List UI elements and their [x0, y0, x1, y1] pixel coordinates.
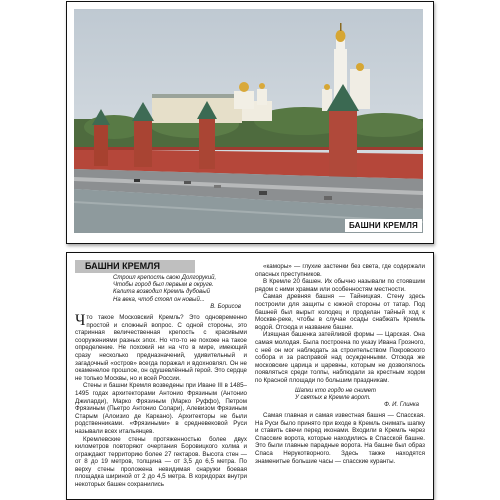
- kremlin-towers-photo: [74, 9, 423, 233]
- drop-cap: Ч: [75, 312, 86, 330]
- text-card: [66, 252, 434, 500]
- epigraph-line: На века, чтоб стоял он новый...: [113, 296, 205, 303]
- epigraph-line: Чтобы город был первым в округе.: [113, 282, 214, 289]
- paragraph: Самая главная и самая известная башня — Спасская. На Руси было принято при входе в Кремль снимать шапку и ставить свечи перед иконами. Входили в Кремль через Спасские ворота, которые находились в Спасской башне. Это были главные парадные ворота. На башне был образ Спаса Нерукотворного. Здесь также находятся знаменитые большие часы — спасские куранты.: [255, 412, 425, 465]
- paragraph: Кремлевские стены протяженностью более двух километров повторяют очертания Боровицкого холма и ограждают территорию более 27 гектаров. Высота стен — от 8 до 19 метров, толщина — от 3,5 до 6,5 метра. По верху стены проложена невидимая снаружи боевая площадка шириной от 2 до 4,5 метра. В коридорах внутри некоторых башен сохранились: [75, 435, 247, 489]
- article-title: БАШНИ КРЕМЛЯ: [75, 260, 195, 273]
- epigraph-author: В. Борисов: [210, 303, 241, 310]
- right-column: [255, 263, 425, 465]
- photo-caption: БАШНИ КРЕМЛЯ: [345, 219, 422, 232]
- epigraph-author: Ф. И. Глинка: [384, 401, 419, 408]
- epigraph-2: [295, 388, 425, 410]
- photo-card: [66, 1, 434, 244]
- left-column: [75, 275, 247, 489]
- paragraph: В Кремле 20 башен. Их обычно называли по стоявшим рядом с ними храмам или особенностям местности.: [255, 278, 425, 293]
- paragraph: Изящная башенка затейливой формы — Царская. Она самая молодая. Была построена по указу Ивана Грозного, с неё он мог наблюдать за строительством Покровского собора и за расправой над осужденными. Отсюда же московские царица и царевны, которым не дозволялось появляться среди толпы, наблюдали за крестным ходом по Красной площади по большим праздникам.: [255, 331, 425, 384]
- epigraph-1: [113, 275, 247, 311]
- paragraph: Самая древняя башня — Тайницкая. Стену здесь построили для защиты с южной стороны от татар. Под башней был вырыт колодец и проделан тайный ход к Москве-реке, чтобы в случае осады снабжать Кремль водой. Отсюда и название башни.: [255, 293, 425, 331]
- epigraph-line: Строил крепость свою Долгорукий,: [113, 275, 217, 281]
- paragraph: Что такое Московский Кремль? Это одновременно простой и сложный вопрос. С одной стороны, это старинная величественная крепость с красивыми сооружениями разных эпох. Но что-то не похоже на такое определение. Не похожий ни на что в мире, имеющий сразу несколько предназначений, удивительный и загадочный «остров» всегда поражал и вдохновлял. Он не окаменелое прошлое, он одушевлённый герой. Это сердце не только Москвы, но и всей России.: [75, 312, 247, 382]
- epigraph-line: Шапки кто гордо не снимет: [295, 387, 376, 394]
- paragraph: Стены и башни Кремля возведены при Иване III в 1485–1495 годах архитекторами Антонио Фрязиным (Антонио Джиларди), Марко Фрязиным (Марко Руффо), Петром Фрязиным (Пьетро Антонио Солари), Алевизом Фрязиным Старым (Алоизио де Каркано). Архитекторы не были родственниками. «Фрязиными» в средневековой Руси называли всех итальянцев.: [75, 382, 247, 435]
- paragraph: «каморы» — глухие застенки без света, где содержали опасных преступников.: [255, 263, 425, 278]
- epigraph-line: Калита возводил Кремль дубовый: [113, 289, 210, 296]
- epigraph-line: У святых в Кремле ворот.: [295, 394, 371, 401]
